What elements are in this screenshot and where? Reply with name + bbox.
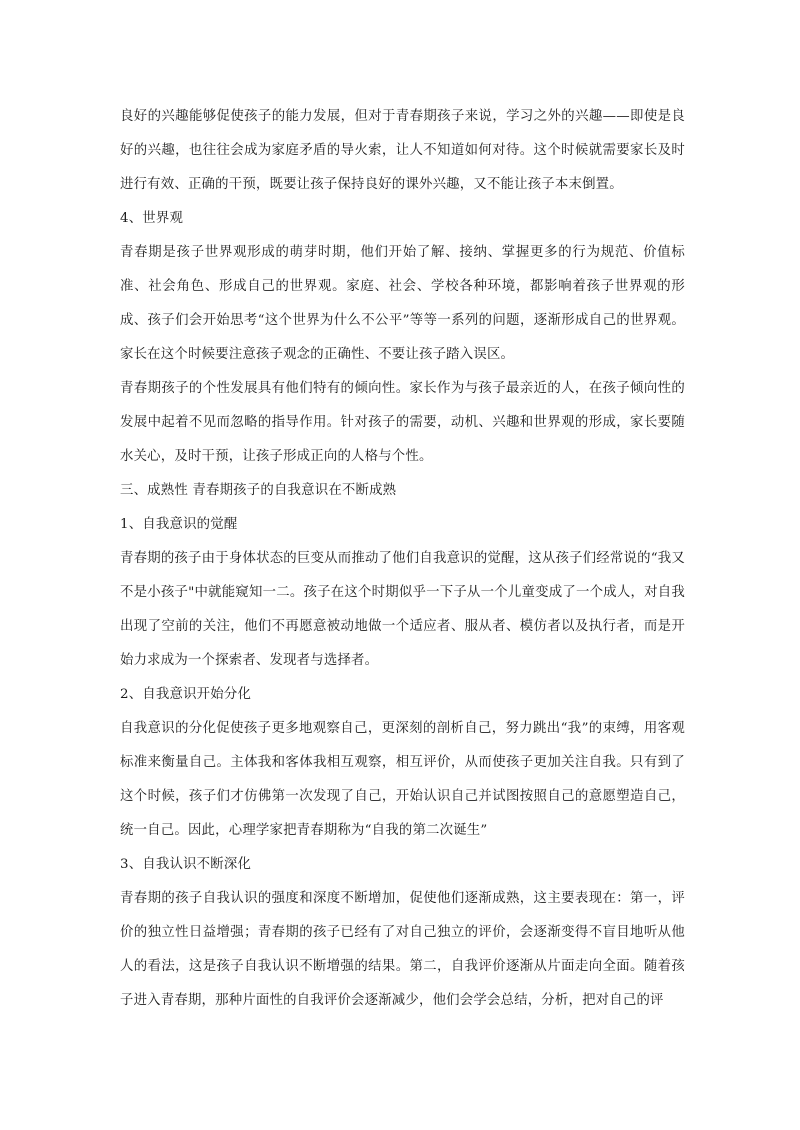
heading-section-three: 三、成熟性 青春期孩子的自我意识在不断成熟 [120,483,397,498]
paragraph-interest: 良好的兴趣能够促使孩子的能力发展，但对于青春期孩子来说，学习之外的兴趣——即使是良好的兴趣，也往往会成为家庭矛盾的导火索，让人不知道如何对待。这个时候就需要家长及时进行有效、正确的干预，既要让孩子保持良好的课外兴趣，又不能让孩子本末倒置。 [120,109,685,192]
paragraph-differentiation: 自我意识的分化促使孩子更多地观察自己，更深刻的剖析自己，努力跳出“我”的束缚，用客观标准来衡量自己。主体我和客体我相互观察，相互评价，从而使孩子更加关注自我。只有到了这个时候，孩子们才仿佛第一次发现了自己，开始认识自己并试图按照自己的意愿塑造自己，统一自己。因此，心理学家把青春期称为“自我的第二次诞生” [120,721,685,838]
paragraph-awakening: 青春期的孩子由于身体状态的巨变从而推动了他们自我意识的觉醒，这从孩子们经常说的“我又不是小孩子"中就能窥知一二。孩子在这个时期似乎一下子从一个儿童变成了一个成人，对自我出现了空前的关注，他们不再愿意被动地做一个适应者、服从者、模仿者以及执行者，而是开始力求成为一个探索者、发现者与选择者。 [120,551,685,668]
paragraph-personality: 青春期孩子的个性发展具有他们特有的倾向性。家长作为与孩子最亲近的人，在孩子倾向性的发展中起着不见而忽略的指导作用。针对孩子的需要，动机、兴趣和世界观的形成，家长要随水关心，及时干预，让孩子形成正向的人格与个性。 [120,381,685,464]
paragraph-worldview: 青春期是孩子世界观形成的萌芽时期，他们开始了解、接纳、掌握更多的行为规范、价值标准、社会角色、形成自己的世界观。家庭、社会、学校各种环境，都影响着孩子世界观的形成、孩子们会开始思考“这个世界为什么不公平”等等一系列的问题，逐渐形成自己的世界观。家长在这个时候要注意孩子观念的正确性、不要让孩子踏入误区。 [120,245,685,362]
heading-worldview: 4、世界观 [120,211,184,226]
heading-awakening: 1、自我意识的觉醒 [120,517,238,532]
document-body [120,100,685,1018]
paragraph-deepening: 青春期的孩子自我认识的强度和深度不断增加，促使他们逐渐成熟，这主要表现在：第一，评价的独立性日益增强；青春期的孩子已经有了对自己独立的评价，会逐渐变得不盲目地听从他人的看法，这是孩子自我认识不断增强的结果。第二，自我评价逐渐从片面走向全面。随着孩子进入青春期，那种片面性的自我评价会逐渐减少，他们会学会总结，分析，把对自己的评 [120,891,685,1008]
heading-deepening: 3、自我认识不断深化 [120,857,252,872]
heading-differentiation: 2、自我意识开始分化 [120,687,252,702]
